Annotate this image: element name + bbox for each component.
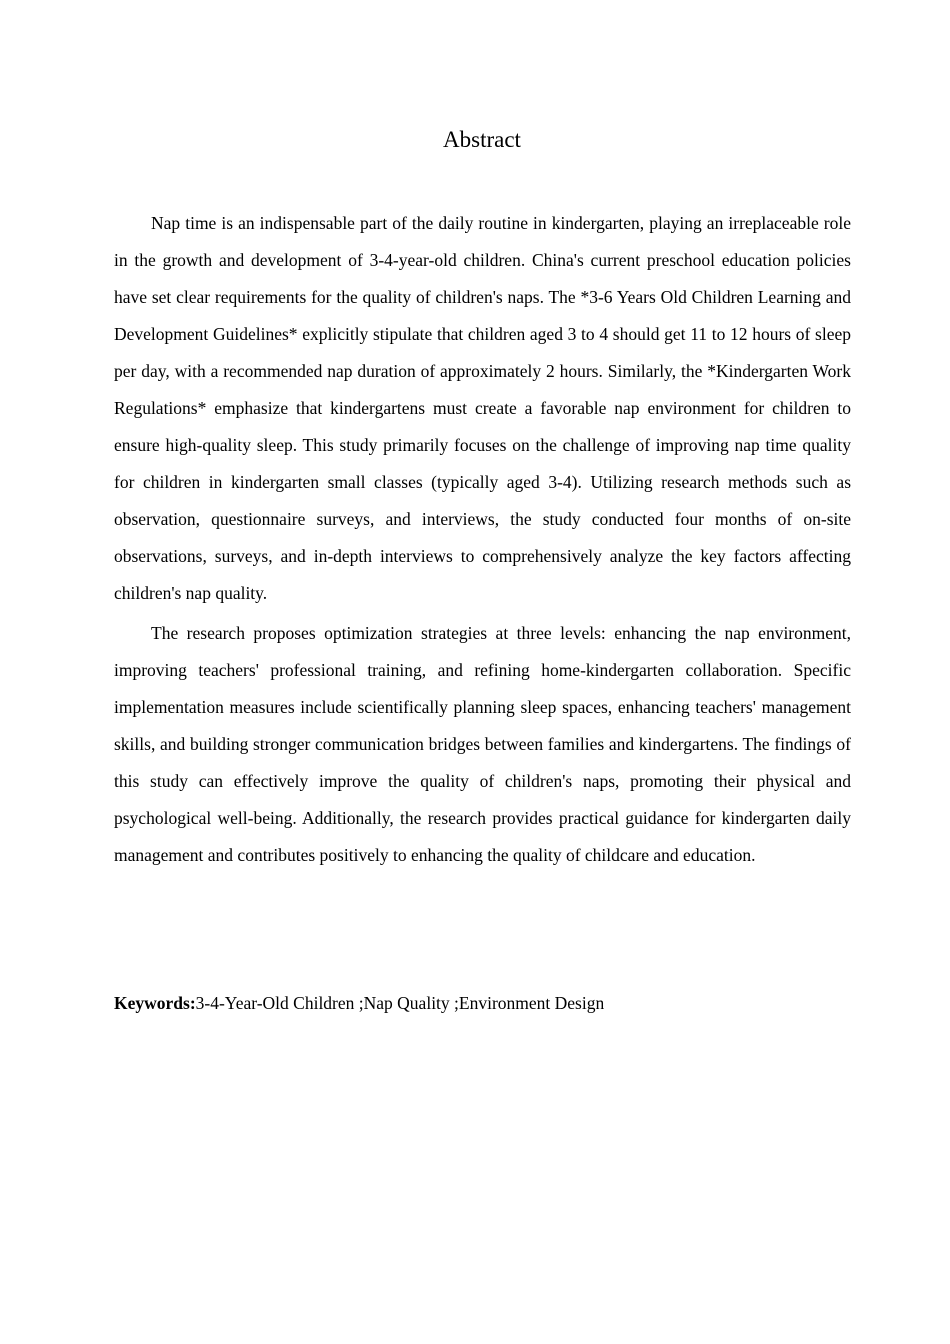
keywords-label: Keywords: — [114, 993, 196, 1013]
abstract-paragraph-2: The research proposes optimization strategies at three levels: enhancing the nap environment, improving teachers' professional training, and refining home-kindergarten collaboration. Specific implementation measures include scientifically planning sleep spaces, enhancing teachers' management skills, and building stronger communication bridges between families and kindergartens. The findings of this study can effectively improve the quality of children's naps, promoting their physical and psychological well-being. Additionally, the research provides practical guidance for kindergarten daily management and contributes positively to enhancing the quality of childcare and education. — [114, 623, 851, 865]
keywords-line — [114, 988, 851, 1018]
abstract-body — [114, 205, 851, 874]
keywords-list: 3-4-Year-Old Children ;Nap Quality ;Environment Design — [195, 993, 605, 1013]
abstract-paragraph-1: Nap time is an indispensable part of the daily routine in kindergarten, playing an irreplaceable role in the growth and development of 3-4-year-old children. China's current preschool education policies have set clear requirements for the quality of children's naps. The *3-6 Years Old Children Learning and Development Guidelines* explicitly stipulate that children aged 3 to 4 should get 11 to 12 hours of sleep per day, with a recommended nap duration of approximately 2 hours. Similarly, the *Kindergarten Work Regulations* emphasize that kindergartens must create a favorable nap environment for children to ensure high-quality sleep. This study primarily focuses on the challenge of improving nap time quality for children in kindergarten small classes (typically aged 3-4). Utilizing research methods such as observation, questionnaire surveys, and interviews, the study conducted four months of on-site observations, surveys, and in-depth interviews to comprehensively analyze the key factors affecting children's nap quality. — [114, 213, 851, 603]
abstract-title: Abstract — [443, 127, 521, 152]
